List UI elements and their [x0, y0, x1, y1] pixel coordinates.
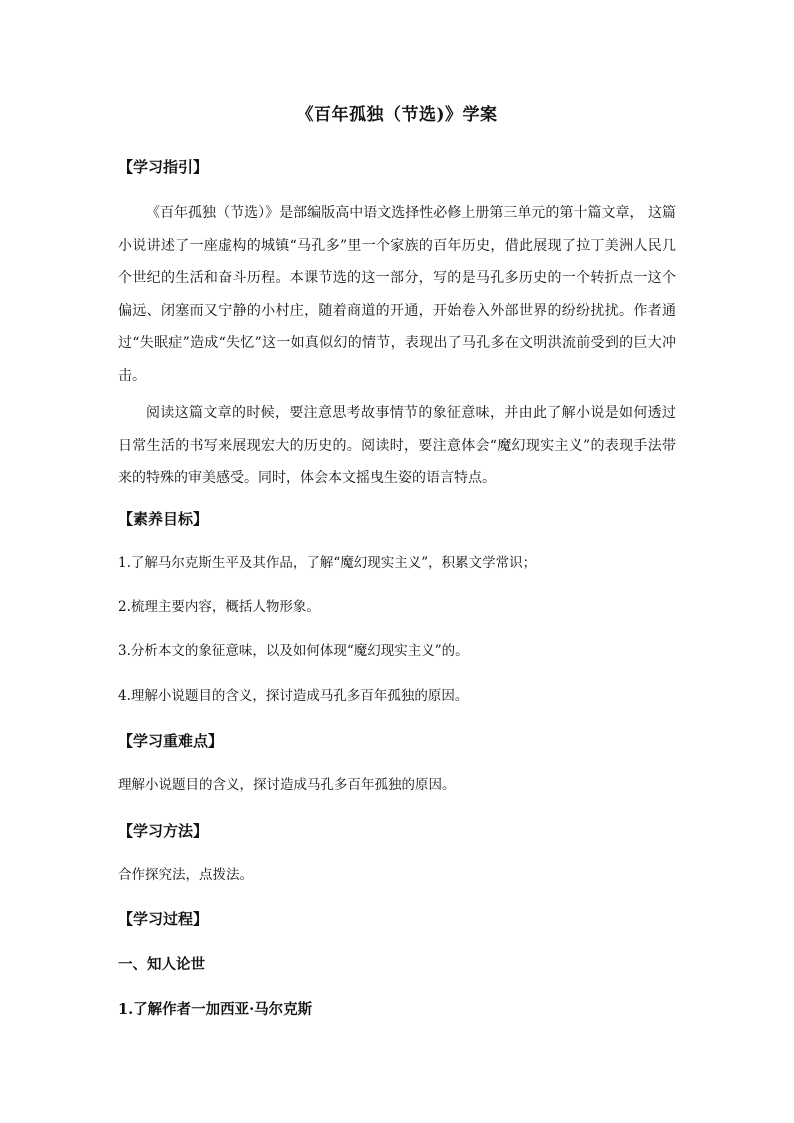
- section-heading-process: 【学习过程】: [118, 910, 209, 928]
- item-title: 1.了解作者一加西亚·马尔克斯: [118, 1001, 313, 1018]
- guide-paragraph-2: [118, 397, 676, 495]
- paragraph-text: 阅读这篇文章的时候，要注意思考故事情节的象征意味，并由此了解小说是如何透过日常生活的书写来展现宏大的历史的。阅读时，要注意体会“魔幻现实主义”的表现手法带来的特殊的审美感受。同时，体会本文摇曳生姿的语言特点。: [118, 405, 676, 486]
- goal-item-4: 4.理解小说题目的含义，探讨造成马孔多百年孤独的原因。: [118, 688, 469, 704]
- method-text: 合作探究法，点拨法。: [118, 867, 253, 883]
- section-heading-goals: 【素养目标】: [118, 510, 209, 528]
- goal-item-3: 3.分析本文的象征意味，以及如何体现“魔幻现实主义”的。: [118, 643, 469, 659]
- paragraph-text: 《百年孤独（节选）》是部编版高中语文选择性必修上册第三单元的第十篇文章， 这篇小说讲述了一座虚构的城镇“马孔多”里一个家族的百年历史，借此展现了拉丁美洲人民几个世纪的生活和奋斗历程。本课节选的这一部分，写的是马孔多历史的一个转折点一这个偏远、闭塞而又宁静的小村庄，随着商道的开通，开始卷入外部世界的纷纷扰扰。作者通过“失眠症”造成“失忆”这一如真似幻的情节，表现出了马孔多在文明洪流前受到的巨大冲击。: [118, 205, 676, 384]
- section-heading-key-points: 【学习重难点】: [118, 732, 224, 750]
- key-points-text: 理解小说题目的含义，探讨造成马孔多百年孤独的原因。: [118, 777, 456, 793]
- section-heading-guide: 【学习指引】: [118, 158, 209, 176]
- part-title: 一、知人论世: [118, 956, 205, 973]
- document-title: 《百年孤独（节选)》学案: [296, 105, 498, 125]
- section-heading-method: 【学习方法】: [118, 822, 209, 840]
- guide-paragraph-1: [118, 197, 676, 392]
- goal-item-2: 2.梳理主要内容，概括人物形象。: [118, 599, 320, 615]
- goal-item-1: 1.了解马尔克斯生平及其作品，了解“魔幻现实主义”，积累文学常识；: [118, 555, 537, 571]
